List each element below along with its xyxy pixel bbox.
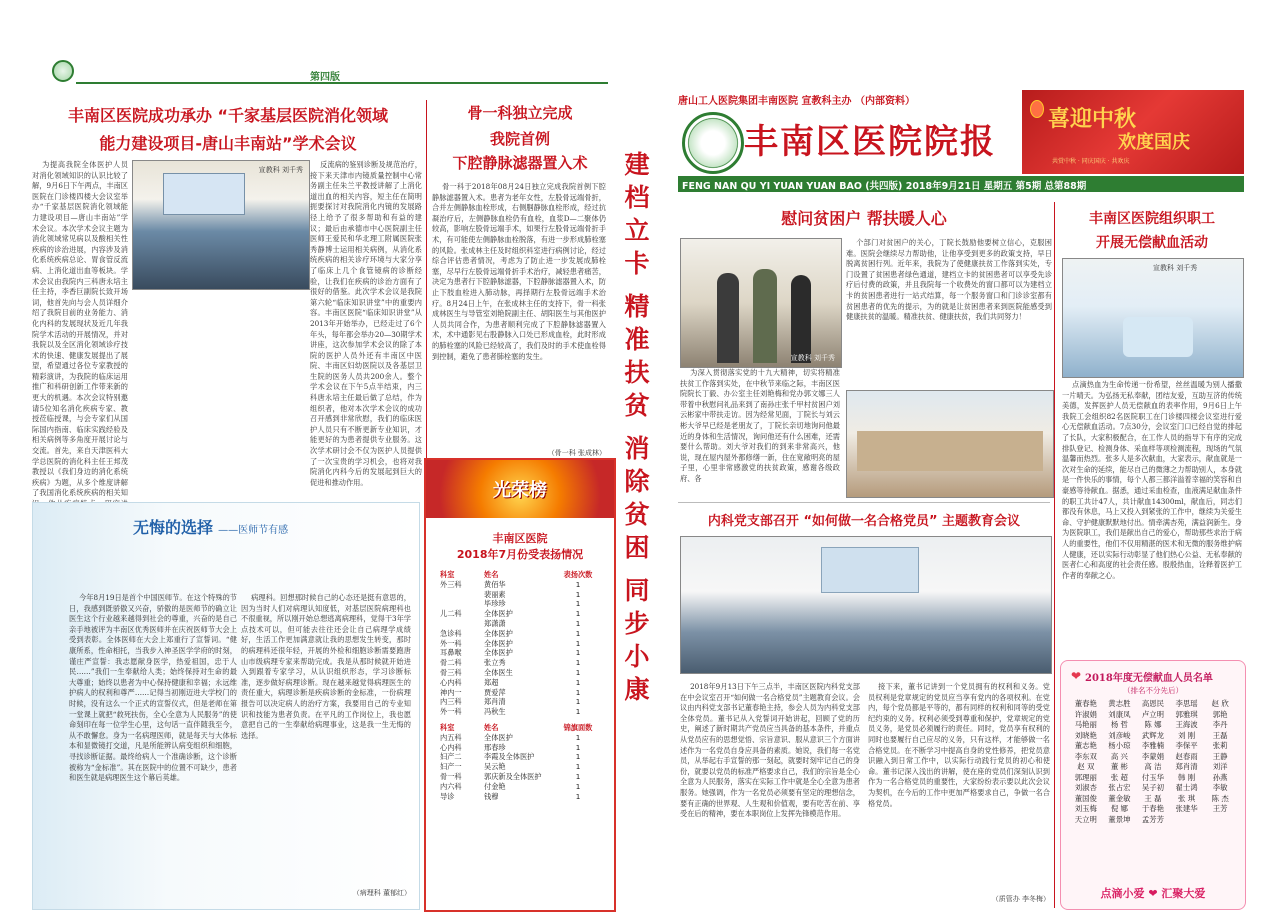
donor-name: 李雅楠 xyxy=(1141,741,1165,750)
honor-cell: 吴云艳 xyxy=(484,762,506,772)
article1-col2-text-a: 反流病的鉴别诊断及规范治疗，接下来天津市内镜质量控制中心常务副主任朱兰平教授讲解了上消化道出血的相关内容，短主任在简明扼要探讨对我院消化内镜的发展路径上给予了很多帮助和有益的建议；最后由承德市中心医院副主任医师王爱民和华北理工附属医院张秀静博士运用相关病例，从消化系统疾病的相关诊疗环境与大家分享了临床上几个食管镜病的诊断经验，让我们在疾病的诊治方面有了很好的借鉴。此次学术会议是我院第六轮“临床知识讲堂”中的重要内容。丰南区医院“临床知识讲堂”从2013年开始举办，已经走过了6个年头，每年都会举办20—30期学术讲座，这次参加学术会议的除了本院的医护人员外还有丰南区中医院、丰南区妇幼医院以及各基层卫生院的医务人员共200余人。整个学术会议在下午5点半结束，内三科唐永培主任最后做了总结，作为组织者，他对本次学术会议的成功召开感到非常欣慰，我们的临床医护人员只有不断更新专业知识，才能更好的为患者提供专业服务。这次学术研讨会不仅为医护人员提供了一次宝贵的学习机会，也将对我院消化内科今后的发展起到巨大的促进和推动作用。 xyxy=(310,160,422,487)
donor-name: 董 彬 xyxy=(1110,762,1128,771)
honor-cell: 郑潇潇 xyxy=(484,618,506,628)
person-figure xyxy=(791,275,811,363)
donor-name: 王海波 xyxy=(1175,720,1198,729)
article4-photo-caption: 宣教科 刘千秀 xyxy=(790,354,835,362)
slogan-char: 贫 xyxy=(624,500,650,529)
festival-line1: 喜迎中秋 xyxy=(1048,106,1137,132)
honor-cell: 心内科 xyxy=(440,677,462,687)
article5-title-line1: 丰南区医院组织职工 xyxy=(1089,211,1215,227)
article3-title-suffix: ——医师节有感 xyxy=(218,525,289,536)
honor-roll-banner: 光荣榜 xyxy=(493,480,547,501)
donor-name: 付玉华 xyxy=(1141,772,1165,782)
honor-cell: 1 xyxy=(575,742,581,752)
left-page xyxy=(28,50,612,908)
donor-name: 郭理丽 xyxy=(1074,772,1097,782)
festival-line2: 欢度国庆 xyxy=(1118,132,1190,153)
donor-chair xyxy=(1123,317,1193,357)
article6-top-rule xyxy=(678,502,1050,503)
article2-text: 骨一科于2018年08月24日独立完成我院首例下腔静脉滤器置入术。患者为老年女性，左股骨远端骨折，合并左侧静脉血栓形成，右侧腘静脉血栓形成，经过抗凝治疗后，左侧静脉血栓仍有血栓，血浆D—二聚体仍较高，影响左股骨远端手术，如果行左股骨远端骨折手术，有可能使左侧静脉血栓脱落，有进一步形成肺栓塞的风险。张成林主任及时组织科室进行病例讨论，经过综合评估患者情况，考虑为了防止进一步发展成肺栓塞，尽早行左股骨远端骨折手术治疗，减轻患者痛苦，决定为患者行下腔静脉滤器，下腔静脉滤器置入术，防止下肢血栓进入肺动脉，再择期行左股骨远端手术治疗。8月24日上午，在张成林主任的支持下，骨一科张成林医生与导管室刘艳院副主任、胡阳医生与其他医护人员共同合作，为患者顺利完成了下腔静脉滤器置入术，术中通影见右股静脉入口处已形成血栓，此时形成的肺栓塞的风险已经较高了，我们及时的手术使血栓得到控制，避免了患者肺栓塞的发生。 xyxy=(432,182,606,361)
donor-name: 张莉 xyxy=(1212,741,1228,750)
honor-cell: 贾爱萍 xyxy=(484,687,506,697)
donor-name: 刘康凤 xyxy=(1108,709,1131,719)
article4-title: 慰问贫困户 帮扶暖人心 xyxy=(781,209,947,228)
honor-cell: 付金艳 xyxy=(484,781,506,791)
honor-table-row xyxy=(440,668,600,678)
donor-list-box xyxy=(1060,660,1246,910)
article3-title xyxy=(133,515,288,538)
honor-cell: 全体医护 xyxy=(484,732,513,742)
honor-cell: 1 xyxy=(575,648,581,658)
hospital-logo-icon xyxy=(682,112,744,174)
donor-name: 翟士鸿 xyxy=(1175,783,1198,792)
honor-cell: 1 xyxy=(575,687,581,697)
article6-photo xyxy=(680,536,1052,674)
slogan-char: 贫 xyxy=(624,391,650,420)
honor-cell: 妇产一 xyxy=(440,762,462,772)
donor-name: 董春艳 xyxy=(1074,699,1097,708)
masthead-sponsor: 唐山工人医院集团丰南医院 宣教科主办 （内部资料） xyxy=(678,96,915,107)
slogan-char: 除 xyxy=(624,467,650,496)
donor-name: 吴子初 xyxy=(1141,783,1165,792)
donor-name: 武辉龙 xyxy=(1141,730,1165,740)
article2-signature: （骨一科 张成林） xyxy=(547,449,606,457)
honor-cell: 1 xyxy=(575,628,581,638)
donor-name: 王磊 xyxy=(1212,730,1228,740)
honor-cell: 郑超 xyxy=(484,677,499,687)
donor-name: 孙燕 xyxy=(1212,772,1228,782)
article1-title-line1: 丰南区医院成功承办 “千家基层医院消化领域 xyxy=(67,106,389,125)
honor-cell: 心内科 xyxy=(440,742,462,752)
left-column-divider xyxy=(426,100,427,510)
honor-table-row xyxy=(440,590,600,600)
article4-photo xyxy=(680,238,842,368)
donor-name xyxy=(1170,815,1204,826)
honor-roll-title-line2: 2018年7月份受表扬情况 xyxy=(456,548,584,561)
donor-name: 高恩民 xyxy=(1141,699,1165,708)
slogan-char: 立 xyxy=(624,216,650,245)
right-page xyxy=(664,78,1248,908)
article6-col1-text: 2018年9月13日下午三点半，丰南区医院内科党支部在中会议室召开“如何做一名合格党员”主题教育会议。会议由内科党支部书记董春艳主持，参会人员为内科党支部全体党员。董书记从入党誓词开始讲起，回顾了党的历史，阐述了新时期共产党员应当具备的基本条件，并重点从党员应有的思想觉悟、宗旨意识、服从意识三个方面讲述作为一名党员自身应具备的素质。她说，我们每一名党员，从举起右手宣誓的那一刻起，就要时刻牢记自己的身份，就要以党员的标准严格要求自己，我们的宗旨是全心全意为人民服务，落实在实际工作中就是全心全意为患者服务。她强调，作为一名党员必须要有坚定的理想信念，要有正确的世界观、人生观和价值观，要有吃苦在前、享受在后的精神，要在本职岗位上发挥先锋模范作用。 xyxy=(680,682,860,819)
left-top-rule xyxy=(76,82,608,84)
honor-table-row xyxy=(440,648,600,658)
donor-name: 李蒙娟 xyxy=(1141,751,1165,761)
honor-cell: 神内一 xyxy=(440,687,462,697)
donor-name: 李敏 xyxy=(1212,783,1228,792)
honor-table-row xyxy=(440,733,600,743)
honor-cell: 郭庆新及全体医护 xyxy=(484,771,542,781)
article2-title-line1: 骨一科独立完成 xyxy=(467,104,573,122)
honor-cell: 外一科 xyxy=(440,707,462,717)
honor-cell: 内六科 xyxy=(440,781,462,791)
house-wall xyxy=(857,431,1043,471)
donor-name: 张 超 xyxy=(1110,772,1128,782)
page-label: 第四版 xyxy=(310,72,340,83)
honor-roll-table xyxy=(440,570,600,801)
honor-cell: 裴丽素 xyxy=(484,589,506,599)
honor-cell: 1 xyxy=(575,677,581,687)
honor-cell: 张立秀 xyxy=(484,658,506,668)
honor-table-row xyxy=(440,658,600,668)
donor-name: 董金敏 xyxy=(1108,793,1131,803)
honor-cell: 1 xyxy=(575,658,581,668)
honor-cell: 1 xyxy=(575,762,581,772)
honor-cell: 钱穆 xyxy=(484,791,499,801)
honor-cell: 导诊 xyxy=(440,791,455,801)
honor-header-cell: 科室 xyxy=(440,570,455,579)
article3-box xyxy=(32,502,420,910)
honor-header-cell: 科室 xyxy=(440,722,455,732)
honor-table-row xyxy=(440,792,600,802)
honor-table-header xyxy=(440,723,600,733)
donor-name: 陈 娜 xyxy=(1144,720,1162,729)
honor-table-row xyxy=(440,599,600,609)
honor-cell: 1 xyxy=(575,732,581,742)
article3-col1-text: 今年8月19日是首个中国医师节。在这个特殊的节日，我感到既骄傲又兴奋，骄傲的是医师节的确立让医生这个行业越来越得到社会的尊重，兴奋的是自己亲手地被评为丰南区优秀医师并在庆祝医师节大会上受到表彰。全体医师在大会上郑重行了宣誓词。“健康所系，性命相托，当我步入神圣医学学府的时刻，谨庄严宣誓：我志愿献身医学，热爱祖国，忠于人民……”我们一生奉献给人类；始终保持对生命的最大尊重；始终以患者为中心保持健康和幸福；永远维护病人的权利和尊严……记得当初刚迈进大学校门的时候，没有这么一个正式的宣誓仪式，但是老师在第一堂课上就把“救死扶伤，全心全意为人民服务”的使命刻印在每一位学生心里，这句话一直伴随我至今，从不敢懈怠。身为一名病理医师，就是每天与大体标本和显微镜打交道，凡是所能辨认病变组织和细胞，寻找诊断证据。最终给病人一个准确诊断，这个诊断被称为“金标准”。其在医院中的位置不可缺少，患者和医生就是病理医生这个幕后英雄。 xyxy=(69,593,237,783)
donor-name: 刘晓艳 xyxy=(1074,730,1097,740)
honor-header-cell: 姓名 xyxy=(484,570,499,579)
hospital-logo-small-icon xyxy=(52,60,74,82)
donor-name: 高 兴 xyxy=(1110,751,1128,761)
article2-title-line2: 我院首例 xyxy=(489,130,550,148)
donor-name: 董国俊 xyxy=(1074,793,1097,803)
slogan-char: 档 xyxy=(624,183,650,212)
honor-cell: 急诊科 xyxy=(440,628,462,638)
donor-name: 高 洁 xyxy=(1144,762,1162,771)
honor-cell: 内三科 xyxy=(440,697,462,707)
slogan-char: 步 xyxy=(624,609,650,638)
article5-photo-caption: 宣教科 刘千秀 xyxy=(1153,264,1198,272)
honor-cell: 1 xyxy=(575,771,581,781)
honor-cell: 内五科 xyxy=(440,732,462,742)
honor-cell: 全体医生 xyxy=(484,667,513,677)
article1-col1-text: 为提高我院全体医护人员对消化领域知识的认识比较了解，9月6日下午两点，丰南区医院在门诊楼四楼大会议室举办“千家基层医院消化领域能力建设项目—唐山丰南站”学术会议。本次学术会议主题为消化领域常见病以及酸相关性疾病的诊治进展，内容涉及消化系统疾病总论、胃食管反流病、上消化道出血等板块。学术会议由我院内三科唐永培主任主持，李香巨副院长致开场词，他首先向与会人员详细介绍了我院目前的业务能力、消化内科的发展现状及近几年我院学术活动的开展情况，并对我院以及全区消化领域诊疗技术的快速、健康发展提出了展望，希望通过各位专家教授的精彩演讲，为我院的临床运用推广和科研创新工作带来新的更大的机遇。本次会议特别邀请5位知名消化疾病专家、教授莅临授课，与会专家们从国际国内指南、临床实践经验及相关病例等多角度开展讨论与交流。首先，来自天津医科大学总医院的消化科主任王邦茂教授以《我们身边的消化系统疾病》为题，从多个维度讲解了我国消化系统疾病的相关知 xyxy=(32,160,128,498)
article3-signature: （病理科 董郁红） xyxy=(352,889,411,897)
honor-table-row xyxy=(440,743,600,753)
donor-name: 董志艳 xyxy=(1074,741,1097,750)
honor-cell: 1 xyxy=(575,707,581,717)
slogan-char: 消 xyxy=(624,434,650,463)
donor-name: 天立明 xyxy=(1074,814,1097,824)
honor-table-row xyxy=(440,678,600,688)
article5-text: 点滴热血为生命传递一份希望，丝丝温暖为别人播撒一片晴天。为弘扬无私奉献，团结友爱，互助互济的传统美德，发挥医护人员无偿献血的表率作用，9月6日上午我院工会组织82名医院职工在门诊楼四楼会议室进行爱心无偿献血活动。7点30分，会议室门口已经自觉的排起了长队，大家积极配合，在工作人员的指导下有序的完成排队登记、检测身体、采血样等项检测流程，现场的气氛温馨而热烈。张多人是多次献血，大家表示，献血就是一次对生命的延续，能尽自己的微薄之力帮助别人，本身就是一件快乐的事情，每个人都三都洋溢着幸福的笑容和自豪感等待献血。据悉，通过采血检查，血液满足献血条件的职工共计47人，共计献血14300ml，献血后，同志们都没有休息，马上又投入到紧张的工作中，继续为关爱生命、守护健康默默地付出。情牵满杏苑，满益润新生。身为医院职工，我们是献出自己的爱心，帮助那些求治于病人的重要性，他们不仅用精湛的医术和无微的服务维护病人健康，还以实际行动彰显了他们热心公益、无私奉献的医者仁心和高度的社会责任感。殷殷热血，诠释着医护工作者的奉献之心。 xyxy=(1062,380,1242,580)
donor-name: 刘玉梅 xyxy=(1074,804,1097,813)
slogan-char: 准 xyxy=(624,325,650,354)
honor-table-row xyxy=(440,580,600,590)
donor-name: 许淑娟 xyxy=(1074,709,1097,719)
article1-photo xyxy=(132,160,310,290)
donor-name: 韩 刚 xyxy=(1178,772,1196,782)
donor-name: 刘淑杏 xyxy=(1074,783,1097,792)
honor-table-row xyxy=(440,688,600,698)
donor-name: 于春艳 xyxy=(1141,804,1165,813)
donor-name: 刘洋 xyxy=(1212,762,1228,771)
honor-cell: 骨三科 xyxy=(440,667,462,677)
honor-header-cell: 锦旗面数 xyxy=(563,722,593,732)
donor-title: 2018年度无偿献血人员名单 xyxy=(1085,673,1213,684)
honor-cell: 儿二科 xyxy=(440,609,462,619)
slogan-char: 卡 xyxy=(624,249,650,278)
donor-name: 赵春雨 xyxy=(1175,751,1198,761)
slogan-char: 困 xyxy=(624,533,650,562)
donor-subtitle: （排名不分先后） xyxy=(1123,686,1183,695)
festival-small: 共赏中秋 · 同庆国庆 · 共欢庆 xyxy=(1052,158,1130,165)
slogan-char: 建 xyxy=(624,150,650,179)
honor-cell: 郑肖清 xyxy=(484,697,506,707)
donor-name: 张建华 xyxy=(1175,804,1198,813)
donor-name: 赵 欣 xyxy=(1211,699,1229,708)
honor-table-row xyxy=(440,707,600,717)
honor-roll-box xyxy=(424,458,616,912)
article2-title-line3: 下腔静脉滤器置入术 xyxy=(452,154,588,172)
article3-col2-text: 病理科。回想那时候自己的心态还是挺有意思的，因为当时人们对病理认知度低，对基层医院病理科也不很重视，所以刚开始总想逃离病理科，觉得干3年学点技术可以，但可能去往往还会让自己病理学成绩好，生活工作更加满意就让我的思想发生转变，那时的病理科还很年轻，开展的外检和细胞诊断需要跑唐山市级病理专家来帮助完成。我是从那时候就开始进入到跟着专家学习，从认识组织形态，学习诊断标准，逐步做好病理诊断。现在越来越觉得病理医生的责任重大，病理诊断是疾病诊断的金标准，一份病理报告可以决定病人的治疗方案，我要用自己的专业知识和技能为患者负责。在平凡的工作岗位上，我也愿意把自己的一生奉献给病理事业，这是我一生无悔的选择。 xyxy=(241,593,411,740)
honor-cell: 1 xyxy=(575,589,581,599)
article1-photo-caption: 宣教科 刘千秀 xyxy=(258,166,303,174)
honor-table-row xyxy=(440,639,600,649)
honor-cell: 1 xyxy=(575,781,581,791)
donor-name: 杨 哲 xyxy=(1110,720,1128,729)
donor-name: 刘彦峻 xyxy=(1108,730,1131,740)
article6-title: 内科党支部召开 “如何做一名合格党员” 主题教育会议 xyxy=(707,514,1021,529)
donor-name: 杨小琼 xyxy=(1108,741,1131,750)
honor-cell: 1 xyxy=(575,618,581,628)
honor-cell: 骨二科 xyxy=(440,658,462,668)
donor-name: 王 磊 xyxy=(1144,793,1162,803)
article3-title-main: 无悔的选择 xyxy=(133,518,214,537)
slogan-char: 小 xyxy=(624,642,650,671)
person-figure xyxy=(717,273,739,363)
donor-name: 郑肖清 xyxy=(1175,762,1198,771)
masthead-pinyin: FENG NAN QU YI YUAN YUAN BAO (共四版) 2018年9月21日 星期五 第5期 总第88期 xyxy=(682,181,1087,192)
person-figure xyxy=(753,269,777,363)
donor-name: 刘 刚 xyxy=(1178,730,1196,740)
honor-cell: 1 xyxy=(575,697,581,707)
honor-table-header xyxy=(440,570,600,580)
article6-col2-text: 接下来，董书记讲到一个党员拥有的权利和义务。党员权利是党章规定的党员应当享有党内的各项权利。在党内，每个党员都是平等的，都有同样的权利和同等的受党纪约束的义务。权利必须受到尊重和保护，党章规定的党员义务，是党员必须履行的责任。同时，党员享有权利的同时也要履行自己应尽的义务，只有这样，才能够做一名合格党员。在不断学习中提高自身的党性修养，把党员意识融入到日常工作中，以实际行动践行党员的初心和使命。董书记深入浅出的讲解，使在座的党员们深刻认识到作为一名合格党员的重要性，大家纷纷表示要以此次会议为契机，在今后的工作中更加严格要求自己，争做一名合格党员。 xyxy=(868,682,1050,808)
right-column-divider xyxy=(1054,202,1055,908)
slogan-char: 扶 xyxy=(624,358,650,387)
lantern-icon xyxy=(1030,100,1044,118)
donor-footer-slogan: 点滴小爱 ❤ 汇聚大爱 xyxy=(1100,887,1206,900)
donor-name: 李丹 xyxy=(1212,720,1228,729)
honor-cell xyxy=(440,619,484,629)
honor-header-cell: 姓名 xyxy=(484,722,499,732)
projection-screen xyxy=(163,173,245,215)
donor-name: 卢立明 xyxy=(1141,709,1165,719)
donor-name: 李思瑶 xyxy=(1175,699,1198,708)
donor-name: 孟芳芳 xyxy=(1141,814,1165,824)
donor-name xyxy=(1203,815,1237,826)
donor-name: 马艳丽 xyxy=(1074,720,1097,729)
honor-table-row xyxy=(440,782,600,792)
donor-name: 倪 娜 xyxy=(1110,804,1128,813)
donor-name: 董景坤 xyxy=(1108,814,1131,824)
honor-cell: 外三科 xyxy=(440,579,462,589)
article4-left-text: 为深入贯彻落实党的十九大精神，切实将精准扶贫工作落到实处，在中秋节来临之际，丰南区医院院长丁毅、办公室主任刘艳梅和党办郭文娜三人带着中秋慰问礼品来到了南孙庄张千甲村贫困户刘云彬家中带扶走访。因为经常见面，丁院长与刘云彬大爷早已经是老朋友了，丁院长亲切地询问他最近的身体和生活情况，询问他还有什么困难，还需要什么帮助。刘大爷对我们的到来非常高兴，他说，现在屋内屋外都修缮一新，住在宽敞明亮的屋子里，心里非常感激党的扶贫政策，感谢各级政府、各 xyxy=(680,368,840,483)
honor-table-row xyxy=(440,697,600,707)
honor-cell: 耳鼻喉 xyxy=(440,648,462,658)
masthead-title: 丰南区医院院报 xyxy=(744,122,996,162)
donor-name: 陈 杰 xyxy=(1211,793,1229,803)
honor-table-row xyxy=(440,609,600,619)
honor-cell: 骨一科 xyxy=(440,771,462,781)
vertical-slogan xyxy=(620,148,654,706)
honor-table-row xyxy=(440,772,600,782)
article6-signature: （质管办 李冬梅） xyxy=(991,895,1050,903)
donor-name: 张 琪 xyxy=(1178,793,1196,803)
donor-grid xyxy=(1069,699,1237,825)
honor-cell: 邢春珍 xyxy=(484,742,506,752)
honor-cell: 毕珍珍 xyxy=(484,599,506,609)
honor-cell: 全体医护 xyxy=(484,638,513,648)
honor-cell: 妇产二 xyxy=(440,752,462,762)
honor-cell: 1 xyxy=(575,791,581,801)
honor-cell: 1 xyxy=(575,638,581,648)
slogan-char: 同 xyxy=(624,576,650,605)
honor-cell: 李霞及全体医护 xyxy=(484,752,535,762)
honor-header-cell: 表扬次数 xyxy=(563,570,593,579)
donor-name: 郭艳 xyxy=(1212,709,1228,719)
heart-icon: ❤ xyxy=(1071,669,1082,683)
meeting-screen xyxy=(821,547,919,593)
donor-name: 郭雅琪 xyxy=(1175,709,1198,719)
donor-name: 李保平 xyxy=(1175,741,1198,750)
donor-name: 李东双 xyxy=(1074,751,1097,761)
article1-title-line2: 能力建设项目-唐山丰南站”学术会议 xyxy=(99,134,357,153)
honor-cell: 1 xyxy=(575,752,581,762)
honor-cell: 黄佰华 xyxy=(484,579,506,589)
honor-cell: 1 xyxy=(575,667,581,677)
honor-cell: 冯秋生 xyxy=(484,707,506,717)
honor-table-row xyxy=(440,762,600,772)
article5-photo xyxy=(1062,258,1244,378)
honor-cell xyxy=(440,599,484,609)
article5-title-line2: 开展无偿献血活动 xyxy=(1096,235,1208,251)
donor-name: 张占宏 xyxy=(1108,783,1131,792)
article4-photo2 xyxy=(846,390,1054,498)
honor-cell: 1 xyxy=(575,579,581,589)
donor-name: 赵 双 xyxy=(1077,762,1095,771)
honor-roll-title-line1: 丰南区医院 xyxy=(492,532,548,545)
slogan-char: 康 xyxy=(624,675,650,704)
slogan-char: 精 xyxy=(624,292,650,321)
honor-table-row xyxy=(440,752,600,762)
donor-name: 黄志胜 xyxy=(1108,699,1131,708)
honor-cell xyxy=(440,590,484,600)
article4-right-text: 个部门对贫困户的关心，丁院长鼓励他要树立信心，克服困难。医院会继续尽力帮助他，让他享受到更多的政策支持，早日脱离贫困行列。近年来，我院为了使健康扶贫工作落到实处，专门设置了贫困患者绿色通道，建档立卡的贫困患者可以享受先诊疗后付费的政策，并且我院每一个收费处的窗口都可以为建档立卡的贫困患者进行一站式结算，每一个服务窗口和门诊诊室都有贫困患者的优先的提示，为的就是让贫困患者来到医院能感受到健康扶贫的温暖。精准扶贫、健康扶贫，我们共同努力！ xyxy=(846,238,1052,322)
honor-cell: 1 xyxy=(575,609,581,619)
donor-name: 王静 xyxy=(1212,751,1228,761)
festival-banner xyxy=(1022,90,1244,174)
honor-table-row xyxy=(440,629,600,639)
honor-cell: 全体医护 xyxy=(484,609,513,619)
donor-name: 王芳 xyxy=(1212,804,1228,813)
honor-cell: 全体医护 xyxy=(484,648,513,658)
honor-table-row xyxy=(440,619,600,629)
honor-cell: 全体医护 xyxy=(484,628,513,638)
honor-cell: 1 xyxy=(575,599,581,609)
honor-cell: 外一科 xyxy=(440,638,462,648)
